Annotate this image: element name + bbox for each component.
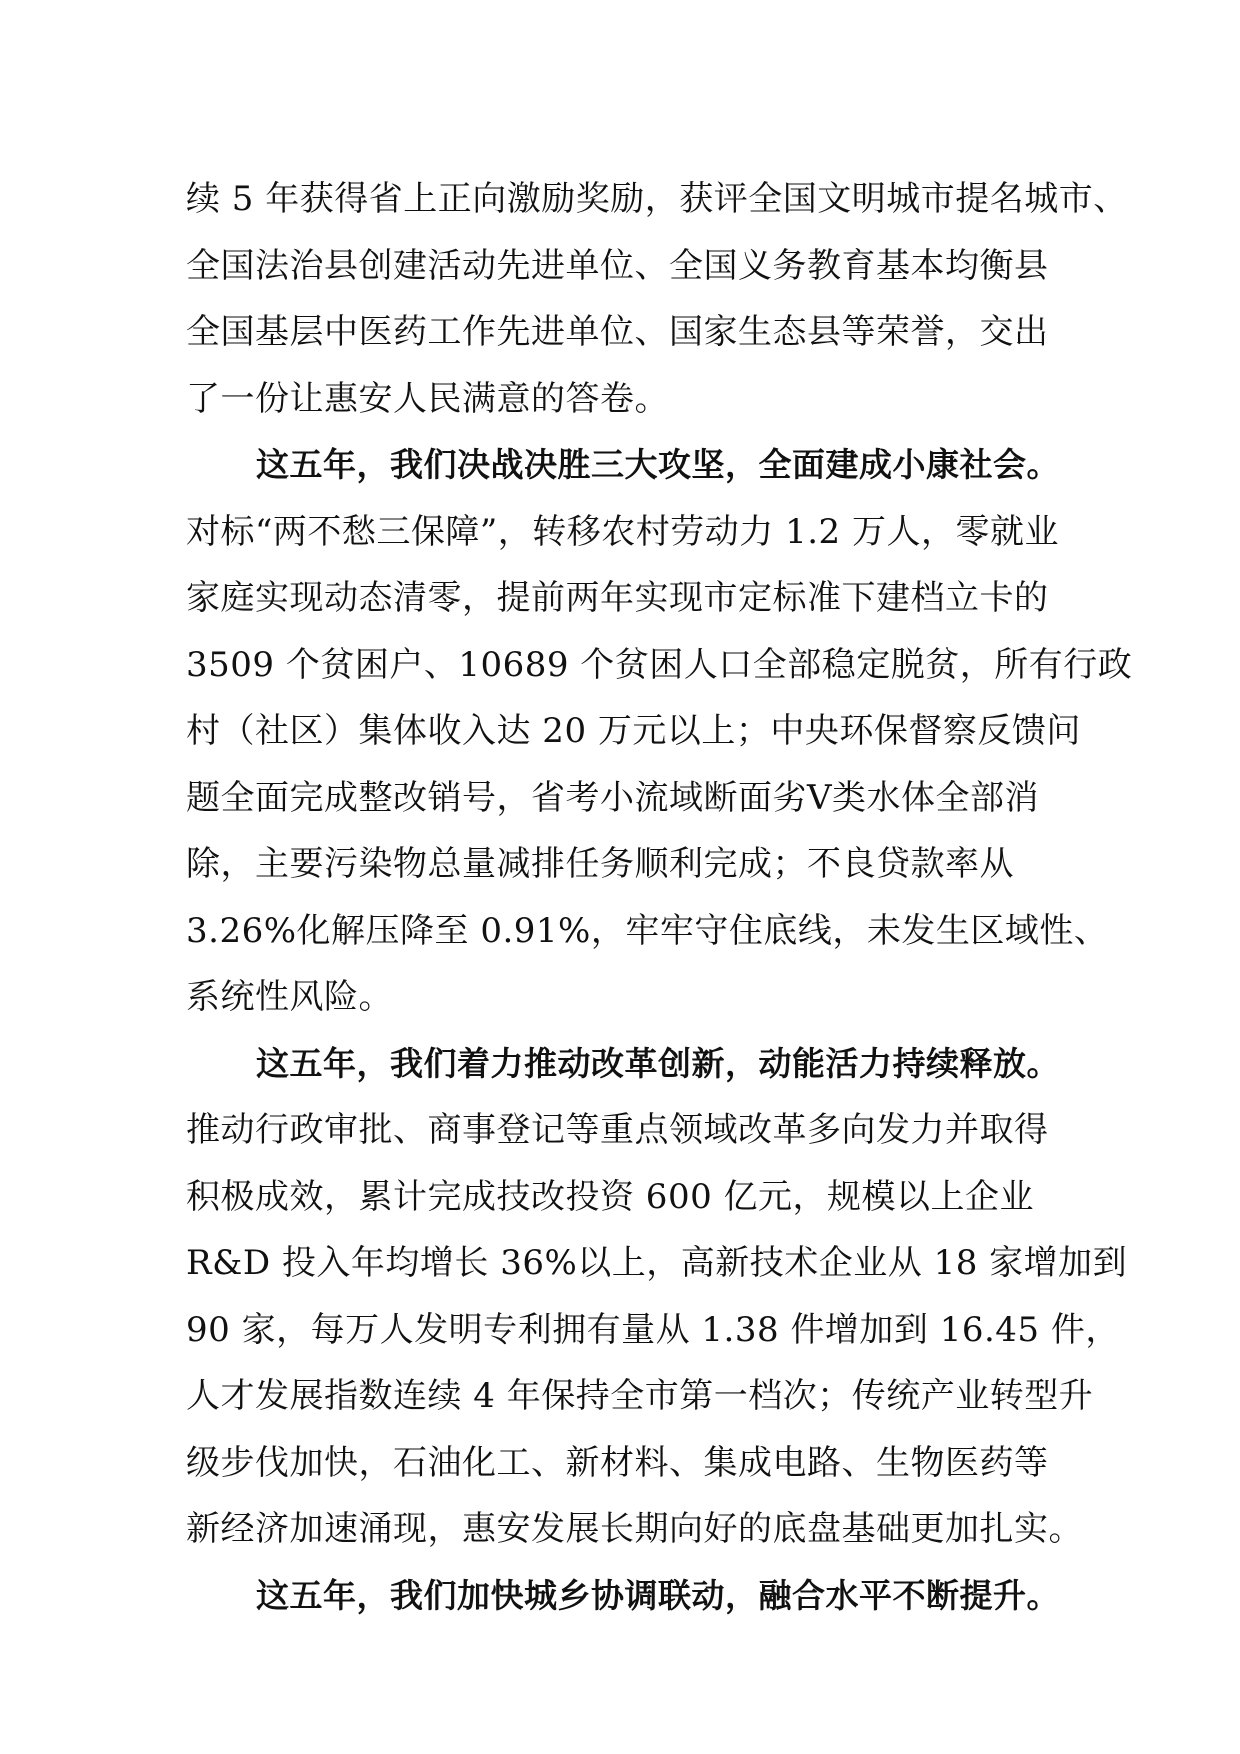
text-line: 题全面完成整改销号，省考小流域断面劣Ⅴ类水体全部消 (186, 777, 1040, 818)
text-line: 除，主要污染物总量减排任务顺利完成；不良贷款率从 (186, 844, 1014, 884)
text-line: 对标“两不愁三保障”，转移农村劳动力 1.2 万人，零就业 (186, 511, 1059, 552)
text-line: 新经济加速涌现，惠安发展长期向好的底盘基础更加扎实。 (186, 1509, 1083, 1549)
text-line: 续 5 年获得省上正向激励奖励，获评全国文明城市提名城市、 (186, 179, 1128, 219)
text-line: 村（社区）集体收入达 20 万元以上；中央环保督察反馈问 (186, 711, 1081, 751)
section-heading: 这五年，我们决战决胜三大攻坚，全面建成小康社会。 (256, 445, 1060, 484)
text-line: 级步伐加快，石油化工、新材料、集成电路、生物医药等 (186, 1442, 1049, 1483)
text-line: 全国基层中医药工作先进单位、国家生态县等荣誉，交出 (186, 312, 1049, 352)
text-line: 人才发展指数连续 4 年保持全市第一档次；传统产业转型升 (186, 1376, 1094, 1416)
text-line: 90 家，每万人发明专利拥有量从 1.38 件增加到 16.45 件， (186, 1309, 1120, 1350)
text-line: 家庭实现动态清零，提前两年实现市定标准下建档立卡的 (186, 578, 1049, 618)
text-line: 积极成效，累计完成技改投资 600 亿元，规模以上企业 (186, 1176, 1035, 1217)
text-line: 全国法治县创建活动先进单位、全国义务教育基本均衡县 (186, 245, 1049, 286)
text-line: 了一份让惠安人民满意的答卷。 (186, 378, 669, 419)
text-line: 3509 个贫困户、10689 个贫困人口全部稳定脱贫，所有行政 (186, 644, 1133, 685)
section-heading: 这五年，我们加快城乡协调联动，融合水平不断提升。 (256, 1575, 1060, 1615)
section-heading: 这五年，我们着力推动改革创新，动能活力持续释放。 (256, 1043, 1060, 1083)
text-line: 系统性风险。 (186, 977, 393, 1017)
document-body (186, 166, 1133, 1629)
text-line: R&D 投入年均增长 36%以上，高新技术企业从 18 家增加到 (186, 1243, 1128, 1283)
text-line: 3.26%化解压降至 0.91%，牢牢守住底线，未发生区域性、 (186, 910, 1109, 951)
text-line: 推动行政审批、商事登记等重点领域改革多向发力并取得 (186, 1110, 1049, 1150)
